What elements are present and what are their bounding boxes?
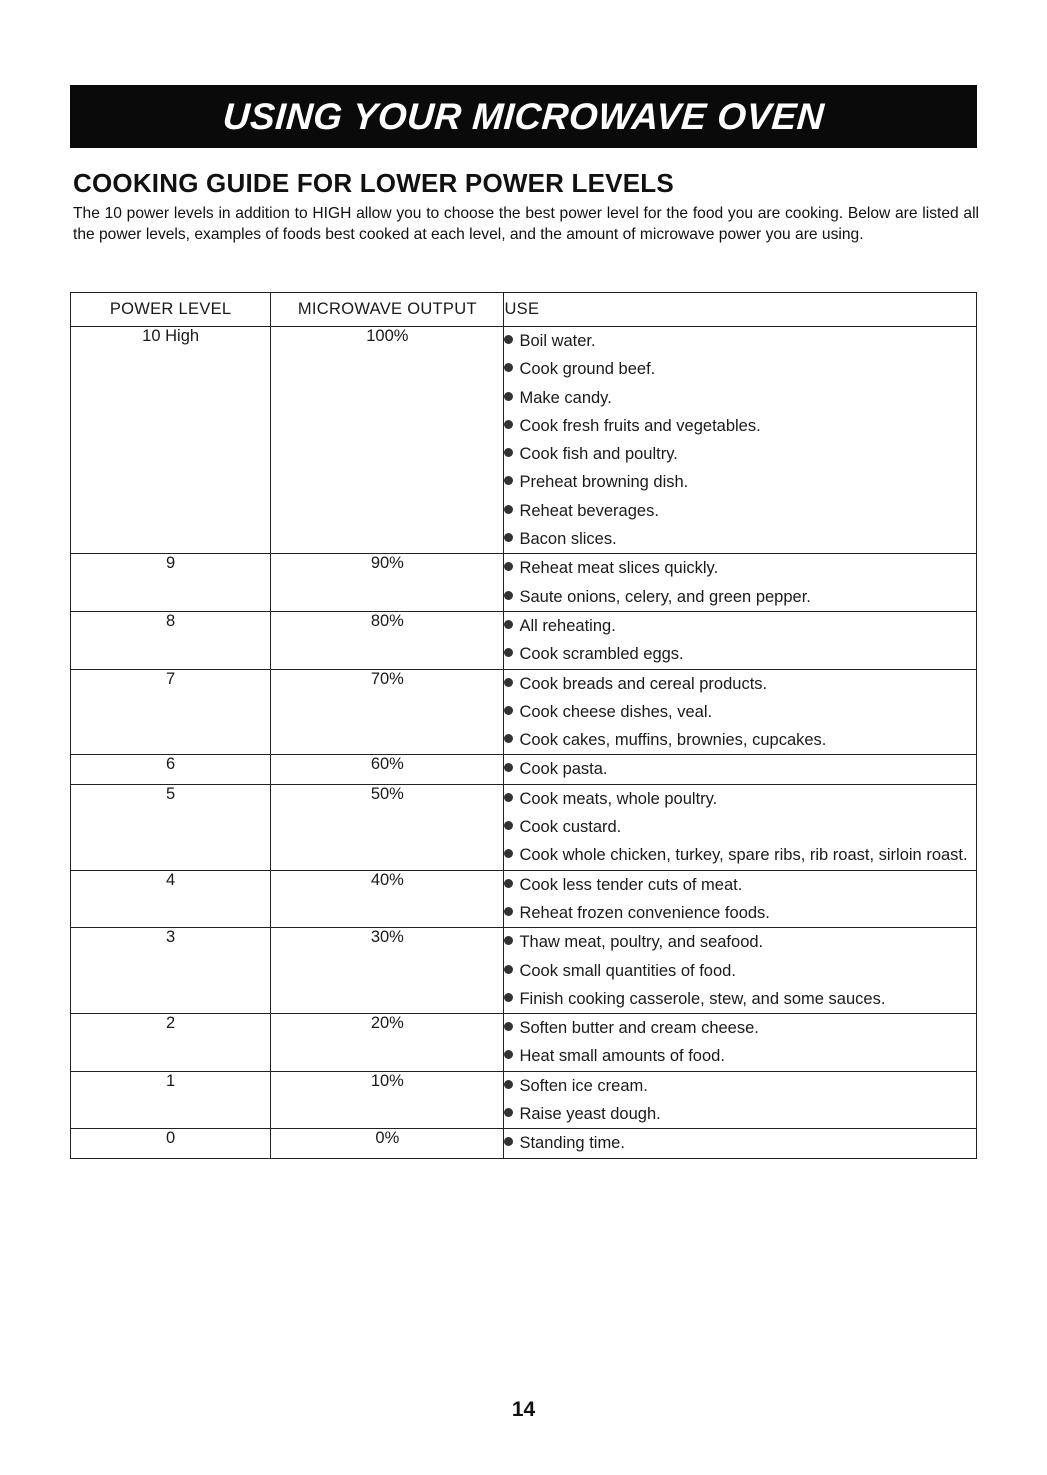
use-cell: [504, 1014, 977, 1072]
use-cell: [504, 1071, 977, 1129]
use-cell: [504, 611, 977, 669]
use-text: Soften butter and cream cheese.: [519, 1019, 759, 1038]
bullet-icon: [504, 907, 513, 916]
bullet-icon: [504, 533, 513, 542]
use-text: Thaw meat, poultry, and seafood.: [519, 933, 764, 952]
power-level-cell: 4: [71, 870, 271, 928]
use-item: [504, 871, 976, 899]
header-power-level: POWER LEVEL: [71, 293, 271, 327]
power-level-cell: 5: [71, 784, 271, 870]
table-row: [71, 611, 977, 669]
bullet-icon: [504, 591, 513, 600]
use-text: Saute onions, celery, and green pepper.: [519, 587, 811, 606]
microwave-output-cell: 0%: [271, 1129, 504, 1158]
section-title: COOKING GUIDE FOR LOWER POWER LEVELS: [73, 168, 674, 198]
use-text: Cook custard.: [519, 818, 622, 837]
table-row: [71, 669, 977, 755]
microwave-output-cell: 90%: [271, 554, 504, 612]
use-text: Cook fresh fruits and vegetables.: [519, 416, 761, 435]
use-text: Cook cakes, muffins, brownies, cupcakes.: [519, 731, 827, 750]
microwave-output-cell: 60%: [271, 755, 504, 784]
header-microwave-output: MICROWAVE OUTPUT: [271, 293, 504, 327]
use-item: [504, 1100, 976, 1128]
use-text: Boil water.: [519, 332, 596, 350]
table-row: [71, 870, 977, 928]
use-text: Heat small amounts of food.: [519, 1047, 725, 1066]
power-level-cell: 1: [71, 1071, 271, 1129]
use-text: Cook less tender cuts of meat.: [519, 875, 743, 894]
use-text: Make candy.: [519, 388, 612, 407]
bullet-icon: [504, 448, 513, 457]
microwave-output-cell: 40%: [271, 870, 504, 928]
use-item: [504, 1014, 976, 1042]
use-text: Raise yeast dough.: [519, 1105, 661, 1124]
use-text: Cook scrambled eggs.: [519, 645, 684, 664]
power-level-table: [70, 292, 977, 1159]
use-item: [504, 1129, 976, 1157]
bullet-icon: [504, 648, 513, 657]
table-row: [71, 1129, 977, 1158]
table-row: [71, 928, 977, 1014]
bullet-icon: [504, 476, 513, 485]
bullet-icon: [504, 936, 513, 945]
bullet-icon: [504, 505, 513, 514]
microwave-output-cell: 50%: [271, 784, 504, 870]
use-text: Cook small quantities of food.: [519, 961, 736, 980]
use-text: Finish cooking casserole, stew, and some sauces.: [519, 989, 886, 1008]
bullet-icon: [504, 392, 513, 401]
use-text: Cook fish and poultry.: [519, 445, 678, 464]
use-cell: [504, 554, 977, 612]
power-level-cell: 6: [71, 755, 271, 784]
use-cell: [504, 327, 977, 554]
use-item: [504, 785, 976, 813]
bullet-icon: [504, 678, 513, 687]
use-cell: [504, 669, 977, 755]
bullet-icon: [504, 1050, 513, 1059]
use-text: Cook whole chicken, turkey, spare ribs, rib roast, sirloin roast.: [519, 846, 968, 865]
use-item: [504, 726, 976, 754]
use-item: [504, 583, 976, 611]
power-level-cell: 9: [71, 554, 271, 612]
microwave-output-cell: 30%: [271, 928, 504, 1014]
use-cell: [504, 928, 977, 1014]
use-cell: [504, 1129, 977, 1158]
table-row: [71, 1071, 977, 1129]
use-item: [504, 640, 976, 668]
bullet-icon: [504, 965, 513, 974]
microwave-output-cell: 70%: [271, 669, 504, 755]
bullet-icon: [504, 849, 513, 858]
use-text: All reheating.: [519, 616, 616, 635]
bullet-icon: [504, 993, 513, 1002]
use-item: [504, 670, 976, 698]
bullet-icon: [504, 1108, 513, 1117]
table-row: [71, 784, 977, 870]
use-item: [504, 957, 976, 985]
bullet-icon: [504, 793, 513, 802]
use-item: [504, 497, 976, 525]
use-text: Soften ice cream.: [519, 1076, 648, 1095]
use-cell: [504, 870, 977, 928]
table-row: [71, 1014, 977, 1072]
bullet-icon: [504, 1022, 513, 1031]
microwave-output-cell: 80%: [271, 611, 504, 669]
use-text: Cook cheese dishes, veal.: [519, 702, 713, 721]
bullet-icon: [504, 420, 513, 429]
use-item: [504, 384, 976, 412]
use-item: [504, 928, 976, 956]
use-item: [504, 412, 976, 440]
use-item: [504, 899, 976, 927]
use-text: Cook ground beef.: [519, 360, 656, 379]
power-level-cell: 7: [71, 669, 271, 755]
use-item: [504, 468, 976, 496]
use-text: Cook meats, whole poultry.: [519, 789, 718, 808]
use-text: Reheat meat slices quickly.: [519, 559, 719, 578]
use-item: [504, 698, 976, 726]
use-item: [504, 525, 976, 553]
header-use: USE: [504, 293, 977, 327]
use-item: [504, 813, 976, 841]
power-level-cell: 2: [71, 1014, 271, 1072]
use-cell: [504, 755, 977, 784]
bullet-icon: [504, 879, 513, 888]
bullet-icon: [504, 706, 513, 715]
bullet-icon: [504, 763, 513, 772]
use-text: Bacon slices.: [519, 530, 617, 549]
use-item: [504, 1042, 976, 1070]
power-level-cell: 8: [71, 611, 271, 669]
table-row: [71, 327, 977, 554]
table-row: [71, 554, 977, 612]
use-item: [504, 841, 976, 869]
power-level-cell: 10 High: [71, 327, 271, 554]
use-text: Cook pasta.: [519, 760, 608, 779]
bullet-icon: [504, 734, 513, 743]
microwave-output-cell: 100%: [271, 327, 504, 554]
use-item: [504, 327, 976, 355]
table-body: [71, 327, 977, 1159]
bullet-icon: [504, 363, 513, 372]
use-item: [504, 440, 976, 468]
header-banner: [70, 85, 977, 148]
power-level-cell: 3: [71, 928, 271, 1014]
use-cell: [504, 784, 977, 870]
use-item: [504, 612, 976, 640]
bullet-icon: [504, 620, 513, 629]
bullet-icon: [504, 335, 513, 344]
microwave-output-cell: 10%: [271, 1071, 504, 1129]
bullet-icon: [504, 821, 513, 830]
use-text: Reheat frozen convenience foods.: [519, 903, 770, 922]
use-item: [504, 554, 976, 582]
table-header-row: [71, 293, 977, 327]
use-item: [504, 755, 976, 783]
use-item: [504, 1072, 976, 1100]
bullet-icon: [504, 1137, 513, 1146]
microwave-output-cell: 20%: [271, 1014, 504, 1072]
bullet-icon: [504, 1080, 513, 1089]
intro-paragraph: The 10 power levels in addition to HIGH allow you to choose the best power level for the food you are cooking. Below are listed all the power levels, examples of foods best cooked at each level, and the amount of microwave power you are using.: [73, 205, 979, 243]
use-item: [504, 985, 976, 1013]
table-row: [71, 755, 977, 784]
use-item: [504, 355, 976, 383]
bullet-icon: [504, 562, 513, 571]
use-text: Cook breads and cereal products.: [519, 674, 768, 693]
use-text: Standing time.: [519, 1134, 625, 1153]
power-level-cell: 0: [71, 1129, 271, 1158]
banner-title: USING YOUR MICROWAVE OVEN: [221, 95, 826, 137]
use-text: Reheat beverages.: [519, 501, 659, 520]
page-number: 14: [511, 1398, 536, 1421]
use-text: Preheat browning dish.: [519, 473, 689, 492]
